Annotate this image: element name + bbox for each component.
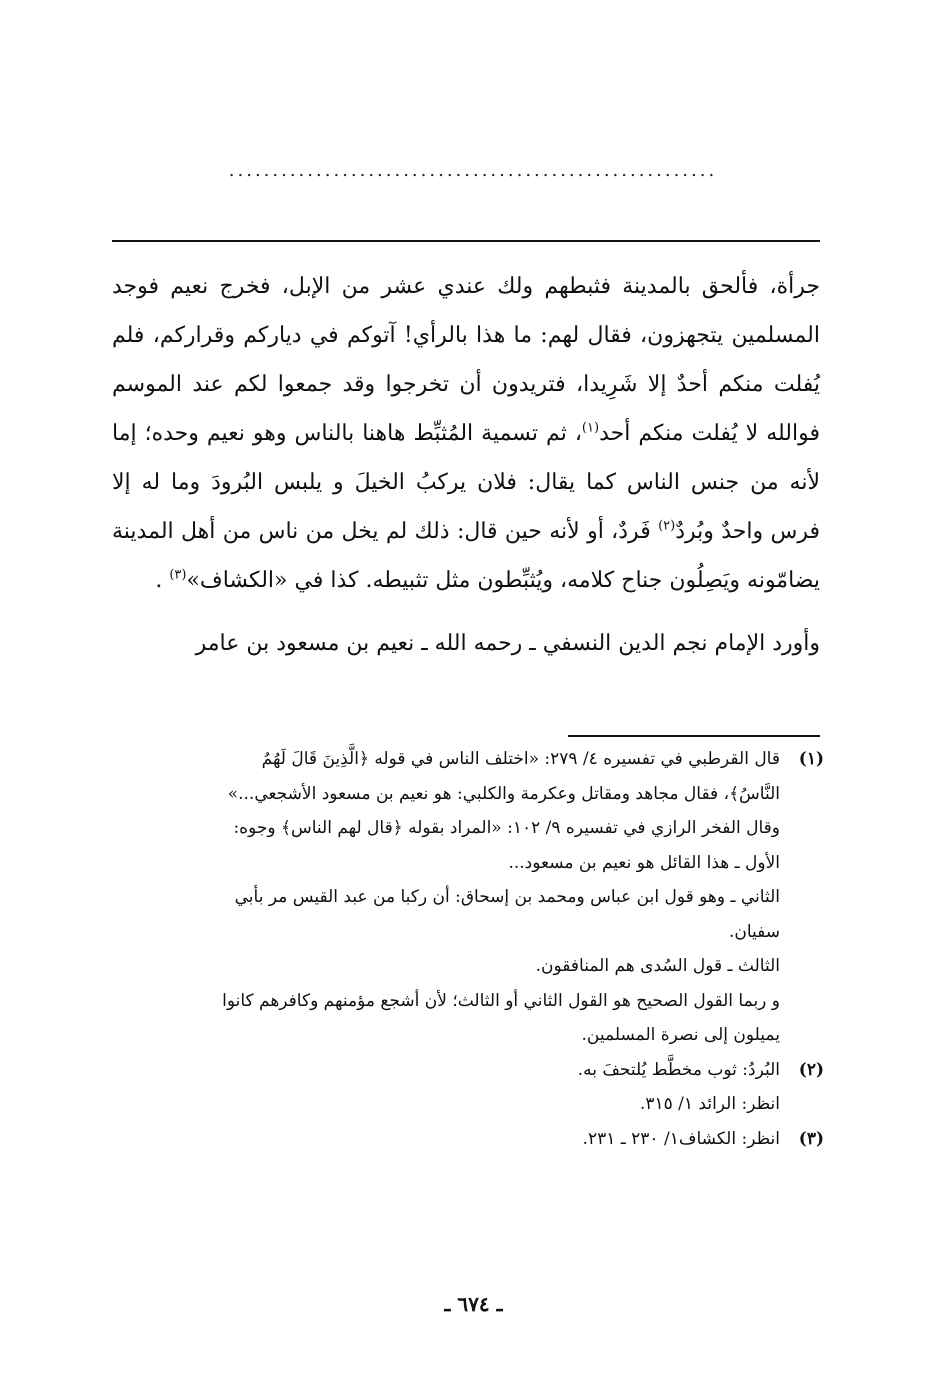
footnote-line: سفيان. (728, 921, 780, 942)
footnote-3 (112, 1122, 824, 1157)
main-line: . (155, 568, 170, 593)
main-line: الموسم فوالله لا يُفلت منكم أحد (112, 372, 820, 446)
main-paragraph-1 (112, 262, 820, 605)
footnote-body (112, 1122, 780, 1157)
footnote-number: (٢) (798, 1059, 824, 1080)
footnote-number: (٣) (798, 1128, 824, 1149)
footnotes-section (112, 742, 824, 1156)
footnote-line: قال القرطبي في تفسيره ٤/ ٢٧٩: «اختلف الناس في قوله ﴿الَّذِينَ قَالَ لَهُمُ (261, 749, 780, 769)
footnote-line: الثاني ـ وهو قول ابن عباس ومحمد بن إسحاق: أن ركبا من عبد القيس مر بأبي (234, 887, 780, 907)
main-line: جرأة، فألحق بالمدينة فثبطهم ولك عندي عشر من الإبل، فخرج نعيم فوجد (112, 274, 820, 299)
main-line: من أهل المدينة يضامّونه ويَصِلُون جناح كلامه، ويُثبِّطون مثل تثبيطه. كذا في (112, 519, 820, 593)
top-rule (112, 240, 820, 242)
main-line: وحده؛ إما لأنه من جنس الناس كما يقال: فلان يركبُ الخيلَ و يلبس البُرودَ (112, 421, 820, 495)
footnote-body (112, 1053, 780, 1122)
main-line: فَردٌ، أو لأنه حين قال: ذلك لم يخل من ناس (258, 519, 659, 544)
footnote-ref-2[interactable]: (٢) (658, 518, 676, 534)
footnote-line: و ربما القول الصحيح هو القول الثاني أو الثالث؛ لأن أشجع مؤمنهم وكافرهم كانوا (222, 990, 780, 1011)
main-line: ، ثم تسمية المُثبِّط هاهنا بالناس وهو نعيم (206, 421, 582, 446)
footnote-line: النَّاسُ﴾، فقال مجاهد ومقاتل وعكرمة والكلبي: هو نعيم بن مسعود الأشجعي...» (227, 783, 780, 804)
footnote-line: البُردُ: ثوب مخطَّط يُلتحفَ به. (577, 1059, 780, 1080)
dotted-separator: ........................................................ (228, 160, 718, 181)
footnote-ref-1[interactable]: (١) (581, 420, 600, 436)
footnote-ref-3[interactable]: (٣) (169, 567, 187, 583)
footnote-line: انظر: الكشاف١/ ٢٣٠ ـ ٢٣١. (582, 1128, 780, 1149)
main-line: المسلمين يتجهزون، فقال لهم: ما هذا بالرأي! آتوكم في دياركم وقراركم، (152, 323, 820, 348)
footnote-2 (112, 1053, 824, 1122)
footnote-line: الأول ـ هذا القائل هو نعيم بن مسعود... (508, 852, 780, 873)
main-line: فلم يُفلت منكم أحدٌ إلا شَرِيدا، فتريدون أن تخرجوا وقد جمعوا لكم عند (112, 323, 820, 397)
footnote-line: انظر: الرائد ١/ ٣١٥. (639, 1094, 780, 1114)
main-line: وما له إلا فرس واحدٌ وبُردٌ (112, 470, 820, 544)
footnote-line: وقال الفخر الرازي في تفسيره ٩/ ١٠٢: «المراد بقوله ﴿قال لهم الناس﴾ وجوه: (233, 818, 780, 838)
main-line: «الكشاف» (186, 568, 288, 593)
main-paragraph-2: وأورد الإمام نجم الدين النسفي ـ رحمه الله ـ نعيم بن مسعود بن عامر (195, 631, 820, 656)
footnote-line: يميلون إلى نصرة المسلمين. (581, 1025, 780, 1045)
footnote-number: (١) (798, 749, 824, 769)
footnote-body (112, 742, 780, 1053)
footnote-line: الثالث ـ قول السُدى هم المنافقون. (535, 956, 780, 976)
main-body-text (112, 262, 820, 668)
footnote-rule (568, 735, 820, 737)
page-number: ـ ٦٧٤ ـ (444, 1292, 503, 1316)
footnote-1 (112, 742, 824, 1053)
